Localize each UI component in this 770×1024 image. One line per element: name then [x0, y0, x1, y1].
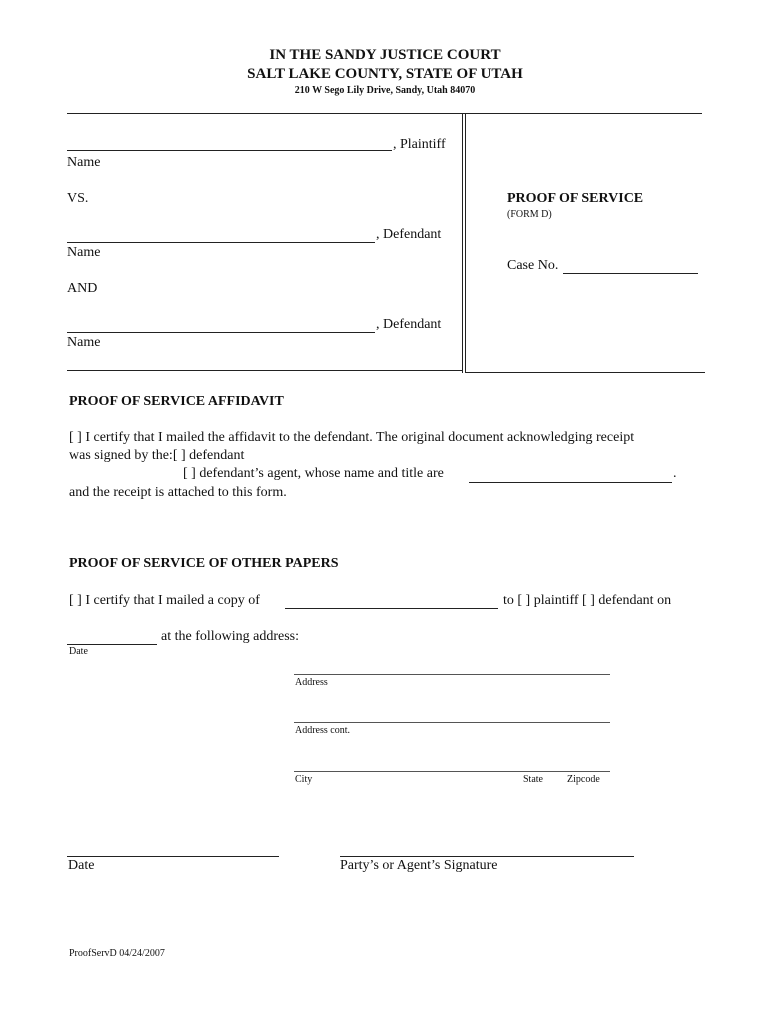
papers-description-field[interactable] [285, 608, 498, 609]
defendant-2-name-caption: Name [67, 335, 101, 350]
plaintiff-name-field[interactable] [67, 150, 392, 151]
affidavit-heading: PROOF OF SERVICE AFFIDAVIT [69, 394, 284, 409]
form-id-footer: ProofServD 04/24/2007 [69, 948, 165, 959]
city-caption: City [295, 774, 313, 785]
address-field[interactable] [294, 674, 610, 675]
defendant-2-label: , Defendant [376, 317, 442, 332]
affidavit-line-4: and the receipt is attached to this form. [69, 485, 287, 500]
signature-field[interactable] [340, 856, 634, 857]
signature-label: Party’s or Agent’s Signature [340, 858, 498, 873]
defendant-1-label: , Defendant [376, 227, 442, 242]
caption-top-rule [67, 113, 702, 114]
affidavit-line-3-period: . [673, 466, 677, 481]
mailing-date-field[interactable] [67, 644, 157, 645]
affidavit-line-1: [ ] I certify that I mailed the affidavit to the defendant. The original document acknowledging receipt [69, 430, 635, 445]
defendant-1-name-field[interactable] [67, 242, 375, 243]
other-papers-line-1-start: [ ] I certify that I mailed a copy of [69, 593, 260, 608]
plaintiff-name-caption: Name [67, 155, 101, 170]
address-cont-field[interactable] [294, 722, 610, 723]
other-papers-line-1-end: to [ ] plaintiff [ ] defendant on [503, 593, 672, 608]
defendant-2-name-field[interactable] [67, 332, 375, 333]
signature-date-label: Date [68, 858, 95, 873]
caption-divider-right [465, 113, 466, 373]
affidavit-line-2: was signed by the:[ ] defendant [69, 448, 245, 463]
caption-bottom-rule-left [67, 370, 463, 371]
affidavit-line-3: [ ] defendant’s agent, whose name and title are [183, 466, 444, 481]
caption-divider-left [462, 113, 463, 373]
city-state-zip-field[interactable] [294, 771, 610, 772]
address-caption: Address [295, 677, 328, 688]
plaintiff-label: , Plaintiff [393, 137, 446, 152]
signature-date-field[interactable] [67, 856, 279, 857]
other-papers-line-2: at the following address: [161, 629, 300, 644]
address-cont-caption: Address cont. [295, 725, 350, 736]
mailing-date-caption: Date [69, 646, 88, 657]
defendant-1-name-caption: Name [67, 245, 101, 260]
case-number-field[interactable] [563, 273, 698, 274]
other-papers-heading: PROOF OF SERVICE OF OTHER PAPERS [69, 556, 339, 571]
agent-name-title-field[interactable] [469, 482, 672, 483]
state-caption: State [523, 774, 543, 785]
and-label: AND [67, 281, 98, 296]
caption-bottom-rule-right [465, 372, 705, 373]
court-name: IN THE SANDY JUSTICE COURT [269, 47, 501, 63]
court-address: 210 W Sego Lily Drive, Sandy, Utah 84070 [294, 85, 476, 96]
case-number-label: Case No. [507, 258, 559, 273]
court-county: SALT LAKE COUNTY, STATE OF UTAH [247, 66, 523, 82]
document-title: PROOF OF SERVICE [507, 191, 644, 206]
zipcode-caption: Zipcode [567, 774, 600, 785]
form-label: (FORM D) [507, 209, 552, 220]
versus-label: VS. [67, 191, 89, 206]
